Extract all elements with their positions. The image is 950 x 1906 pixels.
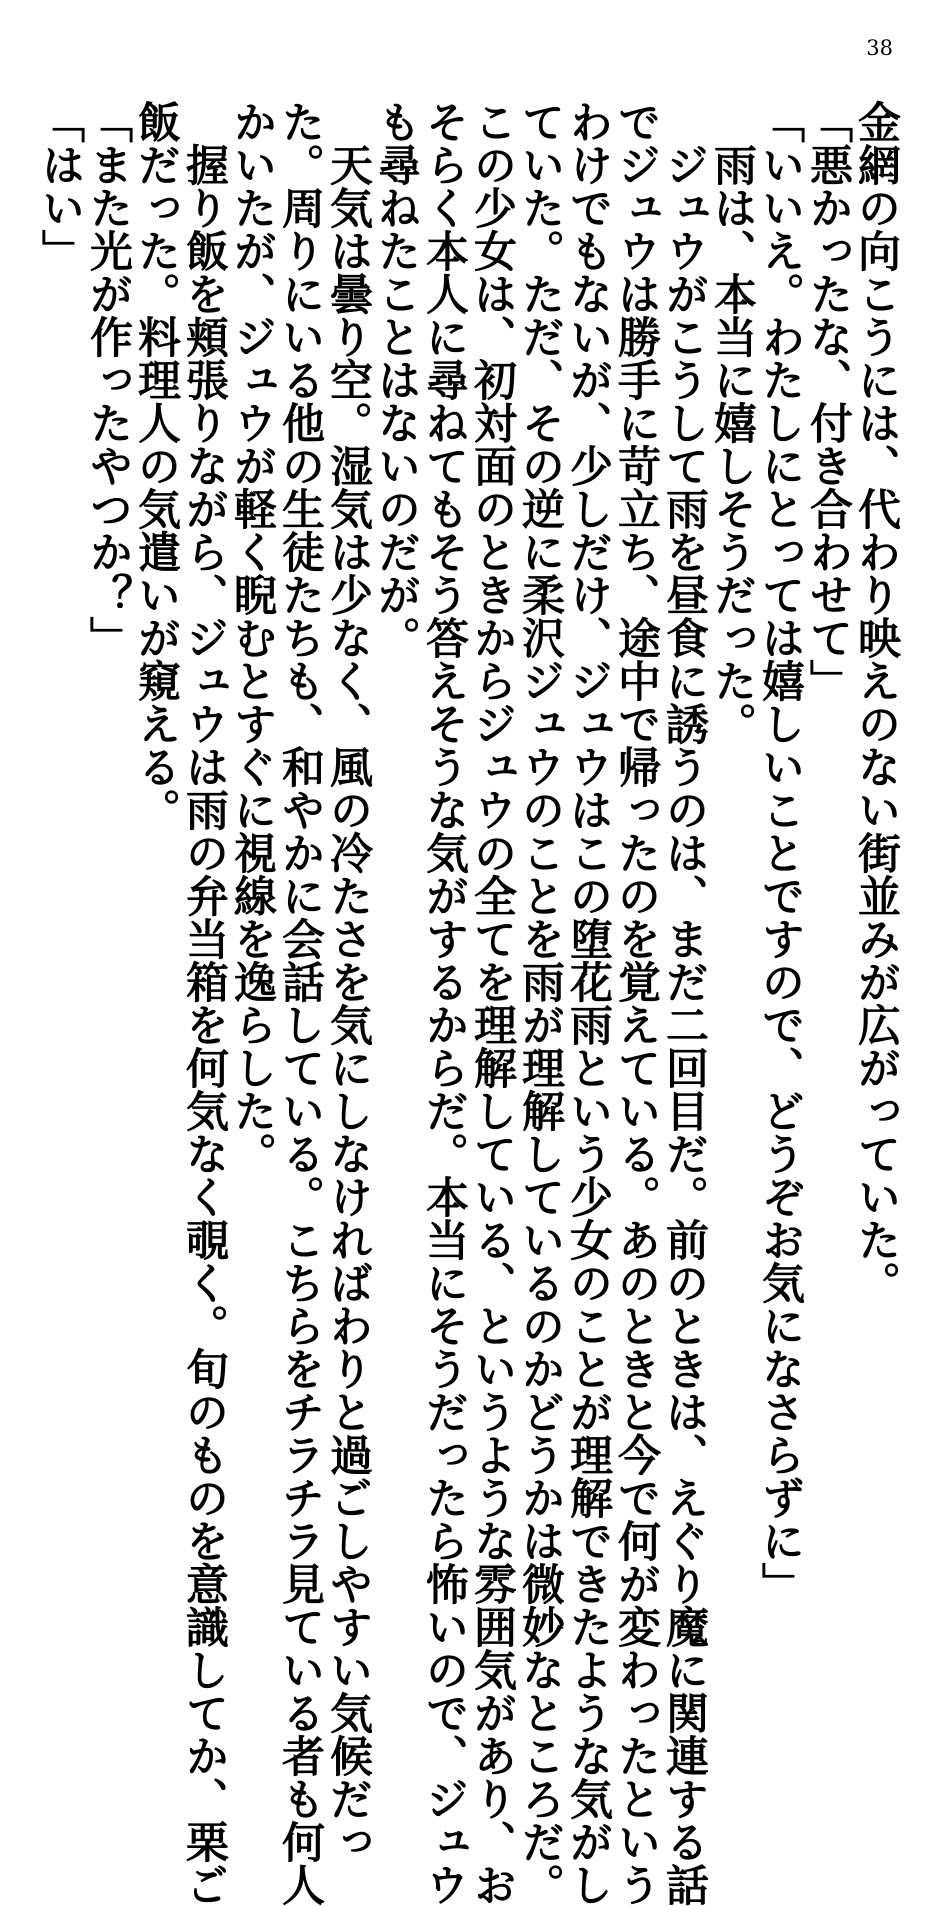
text-line: 金網の向こうには、代わり映えのない街並みが広がっていた。 [851, 100, 901, 1304]
text-line: 握り飯を頬張りながら、ジュウは雨の弁当箱を何気なく覗く。旬のものを意識してか、栗ご [179, 100, 229, 1906]
text-line: 「はい」 [35, 100, 85, 272]
text-line: 「いいえ。わたしにとっては嬉しいことですので、どうぞお気になさらずに」 [755, 100, 805, 1605]
vertical-text-body [35, 100, 901, 1906]
text-line: 雨は、本当に嬉しそうだった。 [707, 100, 757, 745]
text-line: 「悪かったな、付き合わせて」 [803, 100, 853, 702]
text-line: ていた。ただ、その逆に柔沢ジュウのことを雨が理解しているのかどうかは微妙なところだ。 [515, 100, 565, 1906]
text-line: 「また光が作ったやつか？」 [83, 100, 133, 659]
text-line: そらく本人に尋ねてもそう答えそうな気がするからだ。本当にそうだったら怖いので、ジュウ [419, 100, 469, 1906]
text-line: 天気は曇り空。湿気は少なく、風の冷たさを気にしなければわりと過ごしやすい気候だっ [323, 100, 373, 1863]
text-line: た。周りにいる他の生徒たちも、和やかに会話している。こちらをチラチラ見ている者も何人 [275, 100, 325, 1906]
page-number: 38 [866, 36, 893, 60]
text-line: この少女は、初対面のときからジュウの全てを理解している、というような雰囲気があり、お [467, 100, 517, 1906]
text-line: も尋ねたことはないのだが。 [371, 100, 421, 659]
text-line: 飯だった。料理人の気遣いが窺える。 [131, 100, 181, 831]
text-line: ジュウがこうして雨を昼食に誘うのは、まだ二回目だ。前のときは、えぐり魔に関連する話 [659, 100, 709, 1906]
text-line: かいたが、ジュウが軽く睨むとすぐに視線を逸らした。 [227, 100, 277, 1175]
text-line: でジュウは勝手に苛立ち、途中で帰ったのを覚えている。あのときと今で何が変わったという [611, 100, 661, 1906]
text-line: わけでもないが、少しだけ、ジュウはこの堕花雨という少女のことが理解できたような気がし [563, 100, 613, 1906]
